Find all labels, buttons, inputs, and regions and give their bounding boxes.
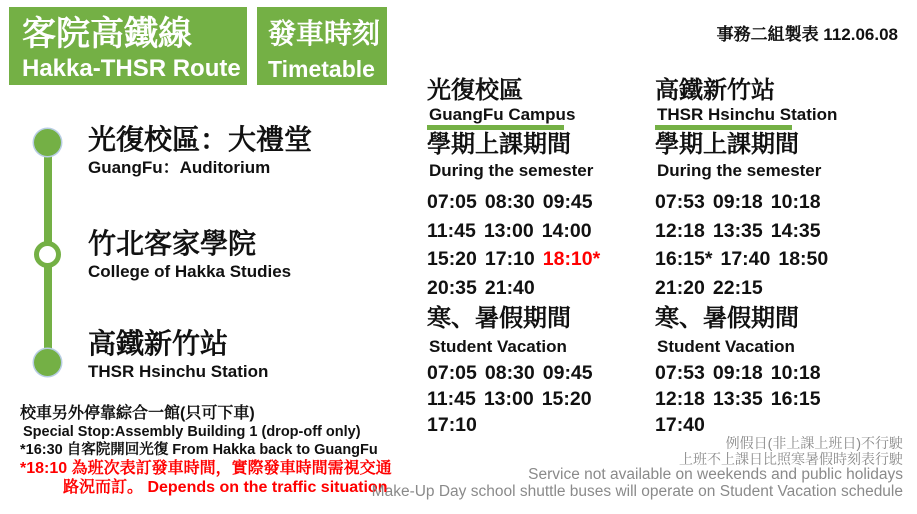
departure-time: 11:45 — [427, 219, 476, 242]
departure-time: 07:05 — [427, 362, 477, 384]
time-row — [427, 248, 600, 277]
thsr-departures-column — [655, 78, 873, 448]
note-1810-traffic-en: 路況而訂。 Depends on the traffic situation — [63, 479, 388, 496]
departure-time: 16:15 — [770, 388, 821, 410]
departure-time: 11:45 — [427, 388, 476, 410]
departure-time: 14:00 — [541, 219, 592, 242]
vacation-title-en: Student Vacation — [657, 337, 795, 356]
semester-title-zh: 學期上課期間 — [655, 131, 799, 158]
route-title-en: Hakka-THSR Route — [22, 55, 241, 82]
note-1630-return: *16:30 自客院開回光復 From Hakka back to GuangFu — [20, 442, 378, 458]
timetable-title-zh: 發車時刻 — [268, 18, 381, 49]
time-row — [655, 388, 821, 414]
departure-time: 09:45 — [542, 362, 593, 384]
departure-time: 07:53 — [655, 362, 705, 384]
column-station-en: THSR Hsinchu Station — [657, 105, 838, 124]
departure-time: 12:18 — [655, 219, 705, 242]
time-row — [427, 388, 593, 414]
vacation-title-zh: 寒、暑假期間 — [427, 305, 571, 332]
vacation-times — [655, 362, 821, 440]
semester-title-en: During the semester — [429, 161, 594, 180]
vacation-title-en: Student Vacation — [429, 337, 567, 356]
departure-time: 09:18 — [712, 191, 763, 213]
time-row — [655, 220, 828, 249]
note-workday-zh: 上班不上課日比照寒暑假時刻表行駛 — [679, 450, 903, 467]
stop-hakka-college — [88, 228, 291, 282]
note-special-stop-zh: 校車另外停靠綜合一館(只可下車) — [20, 405, 255, 422]
guangfu-departures-column — [427, 78, 645, 448]
departure-time: 13:35 — [712, 388, 763, 410]
departure-time: 10:18 — [770, 362, 821, 384]
note-special-stop-en: Special Stop:Assembly Building 1 (drop-off only) — [23, 424, 361, 440]
note-1810-traffic-zh: *18:10 為班次表訂發車時間，實際發車時間需視交通 — [20, 460, 392, 477]
service-availability-notes — [372, 436, 903, 500]
stop-en-label: College of Hakka Studies — [88, 262, 292, 281]
semester-times — [427, 191, 600, 305]
green-underline — [655, 125, 792, 130]
departure-time: 17:10 — [427, 414, 477, 436]
note-makeup-day-en: Make-Up Day school shuttle buses will operate on Student Vacation schedule — [371, 482, 903, 500]
route-title-zh: 客院高鐵線 — [22, 15, 192, 53]
departure-time: 21:20 — [655, 276, 705, 299]
note-weekend-en: Service not available on weekends and public holidays — [528, 466, 903, 483]
timetable-title-box — [257, 7, 387, 85]
departure-time: 17:10 — [484, 248, 535, 270]
semester-title-en: During the semester — [657, 161, 822, 180]
time-row — [655, 277, 828, 306]
green-underline — [427, 125, 564, 130]
semester-title-zh: 學期上課期間 — [427, 131, 571, 158]
stop-en-label: GuangFu：Auditorium — [88, 158, 271, 177]
departure-time: 09:18 — [712, 362, 763, 384]
departure-time: 08:30 — [484, 362, 535, 384]
special-stop-notes — [20, 404, 392, 497]
stop-marker-filled-icon — [34, 129, 61, 156]
time-row — [655, 362, 821, 388]
departure-time: 07:53 — [655, 191, 705, 213]
departure-time: 22:15 — [712, 276, 763, 299]
semester-times — [655, 191, 828, 305]
departure-time: 12:18 — [655, 388, 705, 410]
stop-guangfu — [88, 124, 312, 178]
stop-zh-label: 光復校區：大禮堂 — [88, 124, 313, 155]
departure-time: 10:18 — [770, 191, 821, 213]
vacation-times — [427, 362, 593, 440]
departure-time: 14:35 — [770, 219, 821, 242]
note-holiday-zh: 例假日(非上課上班日)不行駛 — [725, 435, 903, 451]
departure-time: 13:00 — [483, 219, 534, 242]
stop-en-label: THSR Hsinchu Station — [88, 362, 269, 381]
time-row — [655, 248, 828, 277]
vacation-title-zh: 寒、暑假期間 — [655, 305, 799, 332]
departure-time: 17:40 — [720, 248, 771, 270]
departure-time: 15:20 — [541, 388, 592, 410]
departure-time: 18:10* — [542, 248, 601, 270]
time-row — [427, 191, 600, 220]
time-row — [427, 220, 600, 249]
departure-time: 09:45 — [542, 191, 593, 213]
stop-zh-label: 竹北客家學院 — [88, 228, 257, 259]
departure-time: 21:40 — [484, 276, 535, 299]
stop-zh-label: 高鐵新竹站 — [88, 328, 229, 359]
departure-time: 13:00 — [483, 388, 534, 410]
departure-time: 08:30 — [484, 191, 535, 213]
departure-time: 07:05 — [427, 191, 477, 213]
route-title-box — [9, 7, 247, 85]
column-station-zh: 光復校區 — [427, 77, 523, 104]
departure-time: 15:20 — [427, 248, 477, 270]
time-row — [427, 362, 593, 388]
publisher-date: 事務二組製表 112.06.08 — [716, 25, 898, 44]
departure-time: 20:35 — [427, 276, 477, 299]
column-station-zh: 高鐵新竹站 — [655, 77, 775, 104]
departure-time: 17:40 — [655, 414, 705, 436]
timetable-title-en: Timetable — [268, 56, 375, 82]
stop-thsr-station — [88, 328, 268, 382]
departure-time: 18:50 — [778, 248, 829, 270]
column-station-en: GuangFu Campus — [429, 105, 576, 124]
time-row — [655, 191, 828, 220]
departure-time: 13:35 — [712, 219, 763, 242]
time-row — [427, 277, 600, 306]
departure-time: 16:15* — [655, 248, 713, 270]
stop-marker-hollow-icon — [34, 241, 61, 268]
stop-marker-filled-icon — [34, 349, 61, 376]
